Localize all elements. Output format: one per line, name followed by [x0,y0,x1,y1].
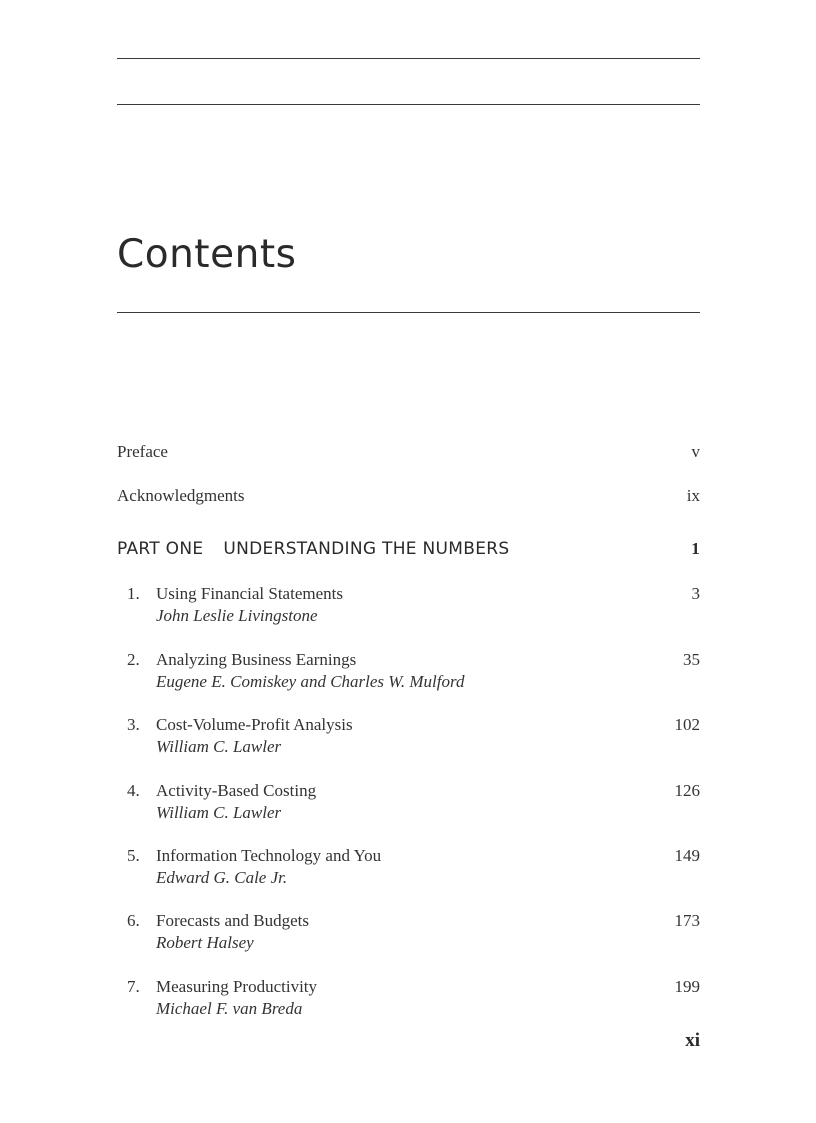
heading-rule [117,312,700,313]
toc-entry-page: ix [686,486,700,505]
chapter-page: 126 [674,781,700,800]
page-number: xi [685,1030,700,1051]
chapter-page: 35 [683,650,700,669]
top-rule-1 [117,58,700,59]
top-rule-2 [117,104,700,105]
chapter-number: 3. [127,715,140,734]
part-label: PART ONE [117,539,204,559]
chapter-author: Robert Halsey [156,933,254,952]
chapter-title: Cost-Volume-Profit Analysis [156,715,353,734]
part-page: 1 [691,539,700,558]
chapter-author: William C. Lawler [156,803,282,822]
chapter-title: Forecasts and Budgets [156,911,309,930]
chapter-author: Eugene E. Comiskey and Charles W. Mulford [156,672,465,691]
toc-entry-title: Preface [117,442,168,461]
chapter-number: 7. [127,977,140,996]
chapter-title: Analyzing Business Earnings [156,650,357,669]
chapter-author: William C. Lawler [156,737,282,756]
chapter-number: 2. [127,650,140,669]
chapter-number: 5. [127,846,140,865]
part-title: UNDERSTANDING THE NUMBERS [223,539,510,559]
toc-entry-title: Acknowledgments [117,486,245,505]
chapter-page: 3 [691,584,700,603]
chapter-title: Information Technology and You [156,846,382,865]
chapter-page: 102 [674,715,700,734]
chapter-page: 149 [674,846,700,865]
toc-entry-acknowledgments[interactable] [117,485,700,507]
toc-part-one[interactable] [117,538,700,560]
chapter-page: 199 [674,977,700,996]
chapter-title: Measuring Productivity [156,977,318,996]
chapter-author: Edward G. Cale Jr. [156,868,288,887]
chapter-title: Activity-Based Costing [156,781,317,800]
toc-entry-page: v [691,442,700,461]
chapter-page: 173 [674,911,700,930]
toc-entry-preface[interactable] [117,441,700,463]
chapter-author: John Leslie Livingstone [156,606,318,625]
chapter-title: Using Financial Statements [156,584,343,603]
chapter-number: 4. [127,781,140,800]
page-title: Contents [117,232,297,277]
chapter-number: 6. [127,911,140,930]
chapter-number: 1. [127,584,140,603]
chapter-author: Michael F. van Breda [156,999,303,1018]
